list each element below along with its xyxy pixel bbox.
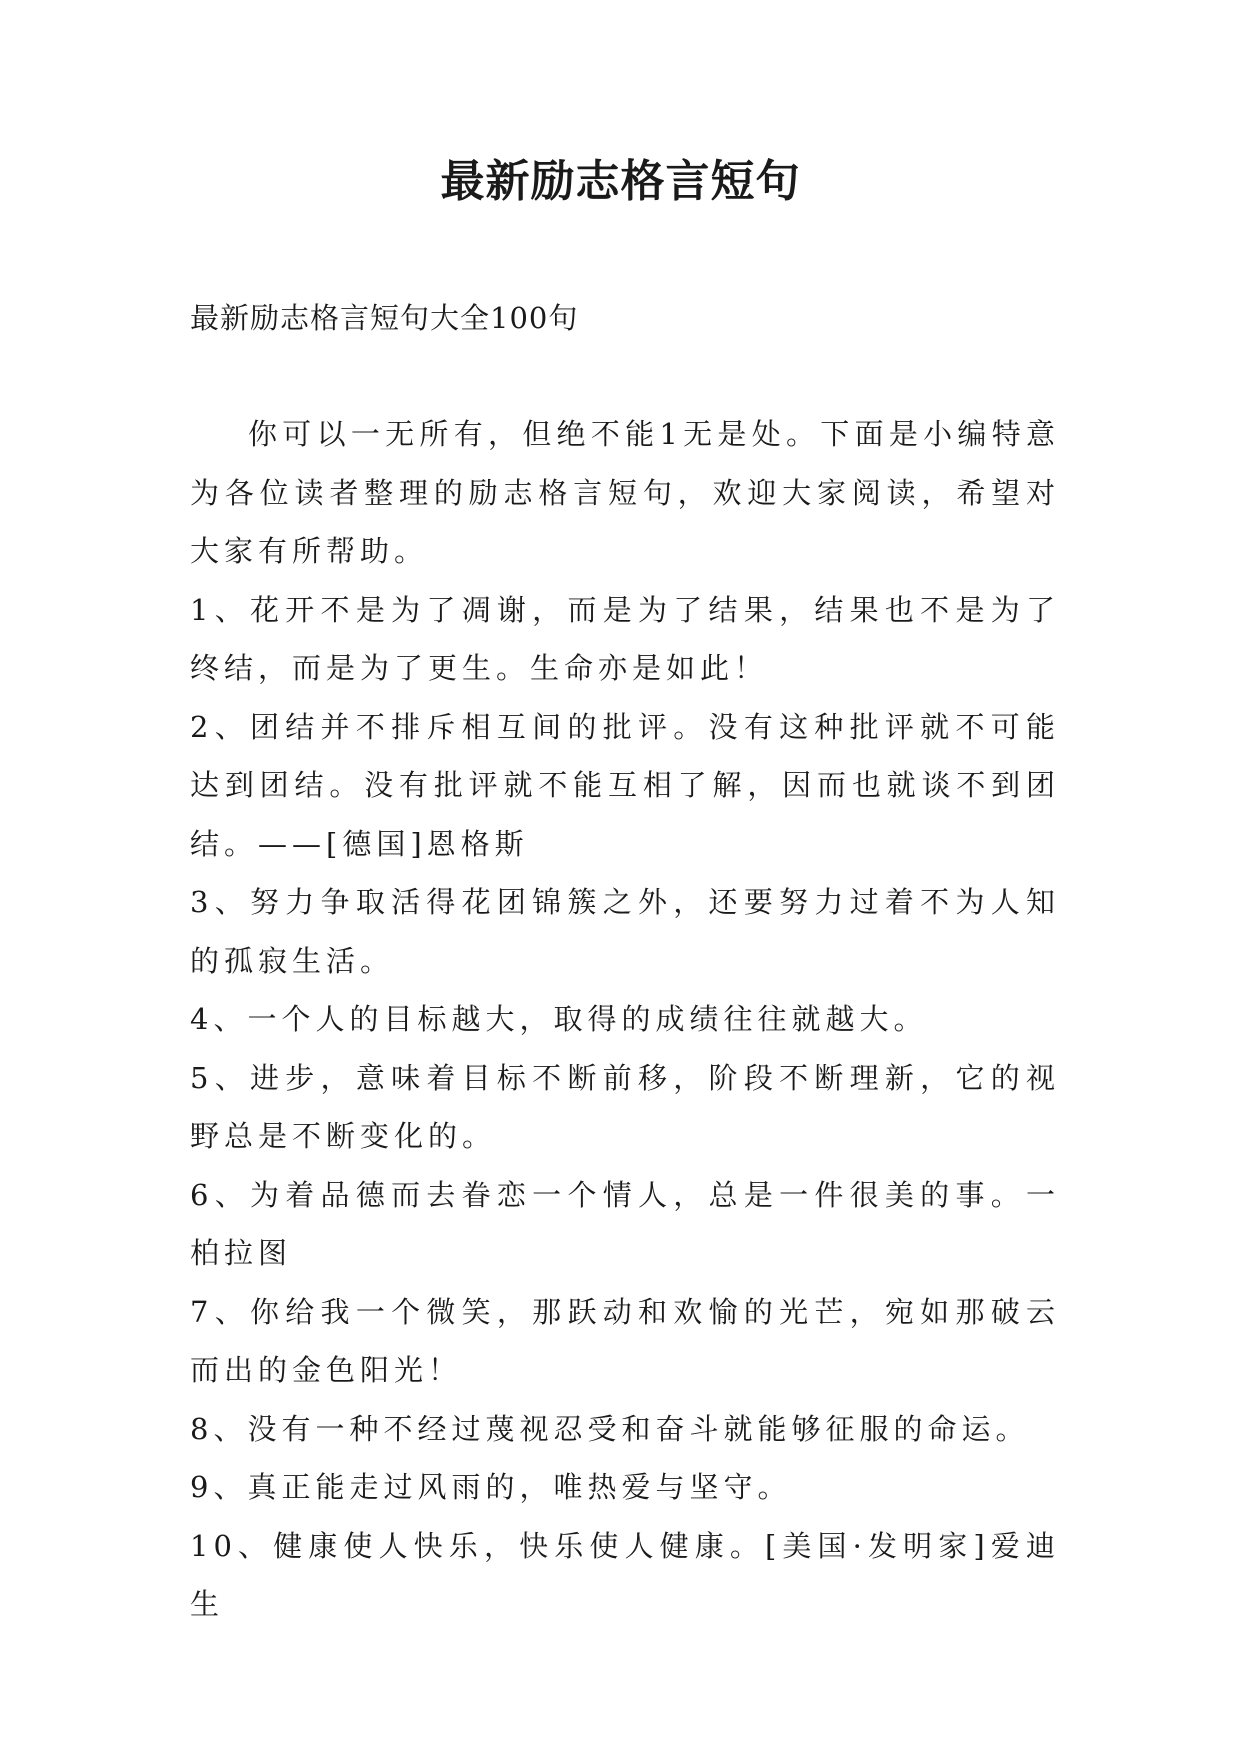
quote-item-2: 2、团结并不排斥相互间的批评。没有这种批评就不可能达到团结。没有批评就不能互相了解，因而也就谈不到团结。——[德国]恩格斯 [190, 709, 1060, 861]
document-title: 最新励志格言短句 [440, 156, 801, 207]
document-body [190, 405, 1060, 1634]
quote-item-7: 7、你给我一个微笑，那跃动和欢愉的光芒，宛如那破云而出的金色阳光！ [190, 1294, 1060, 1387]
quote-item-3: 3、努力争取活得花团锦簇之外，还要努力过着不为人知的孤寂生活。 [190, 885, 1060, 978]
quote-item-9: 9、真正能走过风雨的，唯热爱与坚守。 [190, 1470, 792, 1504]
quote-item-8: 8、没有一种不经过蔑视忍受和奋斗就能够征服的命运。 [190, 1411, 1030, 1446]
quote-item-6: 6、为着品德而去眷恋一个情人，总是一件很美的事。一柏拉图 [190, 1177, 1060, 1270]
quote-item-1: 1、花开不是为了凋谢，而是为了结果，结果也不是为了终结，而是为了更生。生命亦是如此！ [190, 592, 1060, 685]
quote-item-5: 5、进步，意味着目标不断前移，阶段不断理新，它的视野总是不断变化的。 [190, 1060, 1060, 1153]
intro-paragraph: 你可以一无所有，但绝不能1无是处。下面是小编特意为各位读者整理的励志格言短句，欢迎大家阅读，希望对大家有所帮助。 [190, 417, 1060, 568]
document-subtitle: 最新励志格言短句大全100句 [190, 301, 579, 335]
quote-item-10: 10、健康使人快乐，快乐使人健康。[美国·发明家]爱迪生 [190, 1528, 1060, 1621]
quote-item-4: 4、一个人的目标越大，取得的成绩往往就越大。 [190, 1002, 928, 1036]
